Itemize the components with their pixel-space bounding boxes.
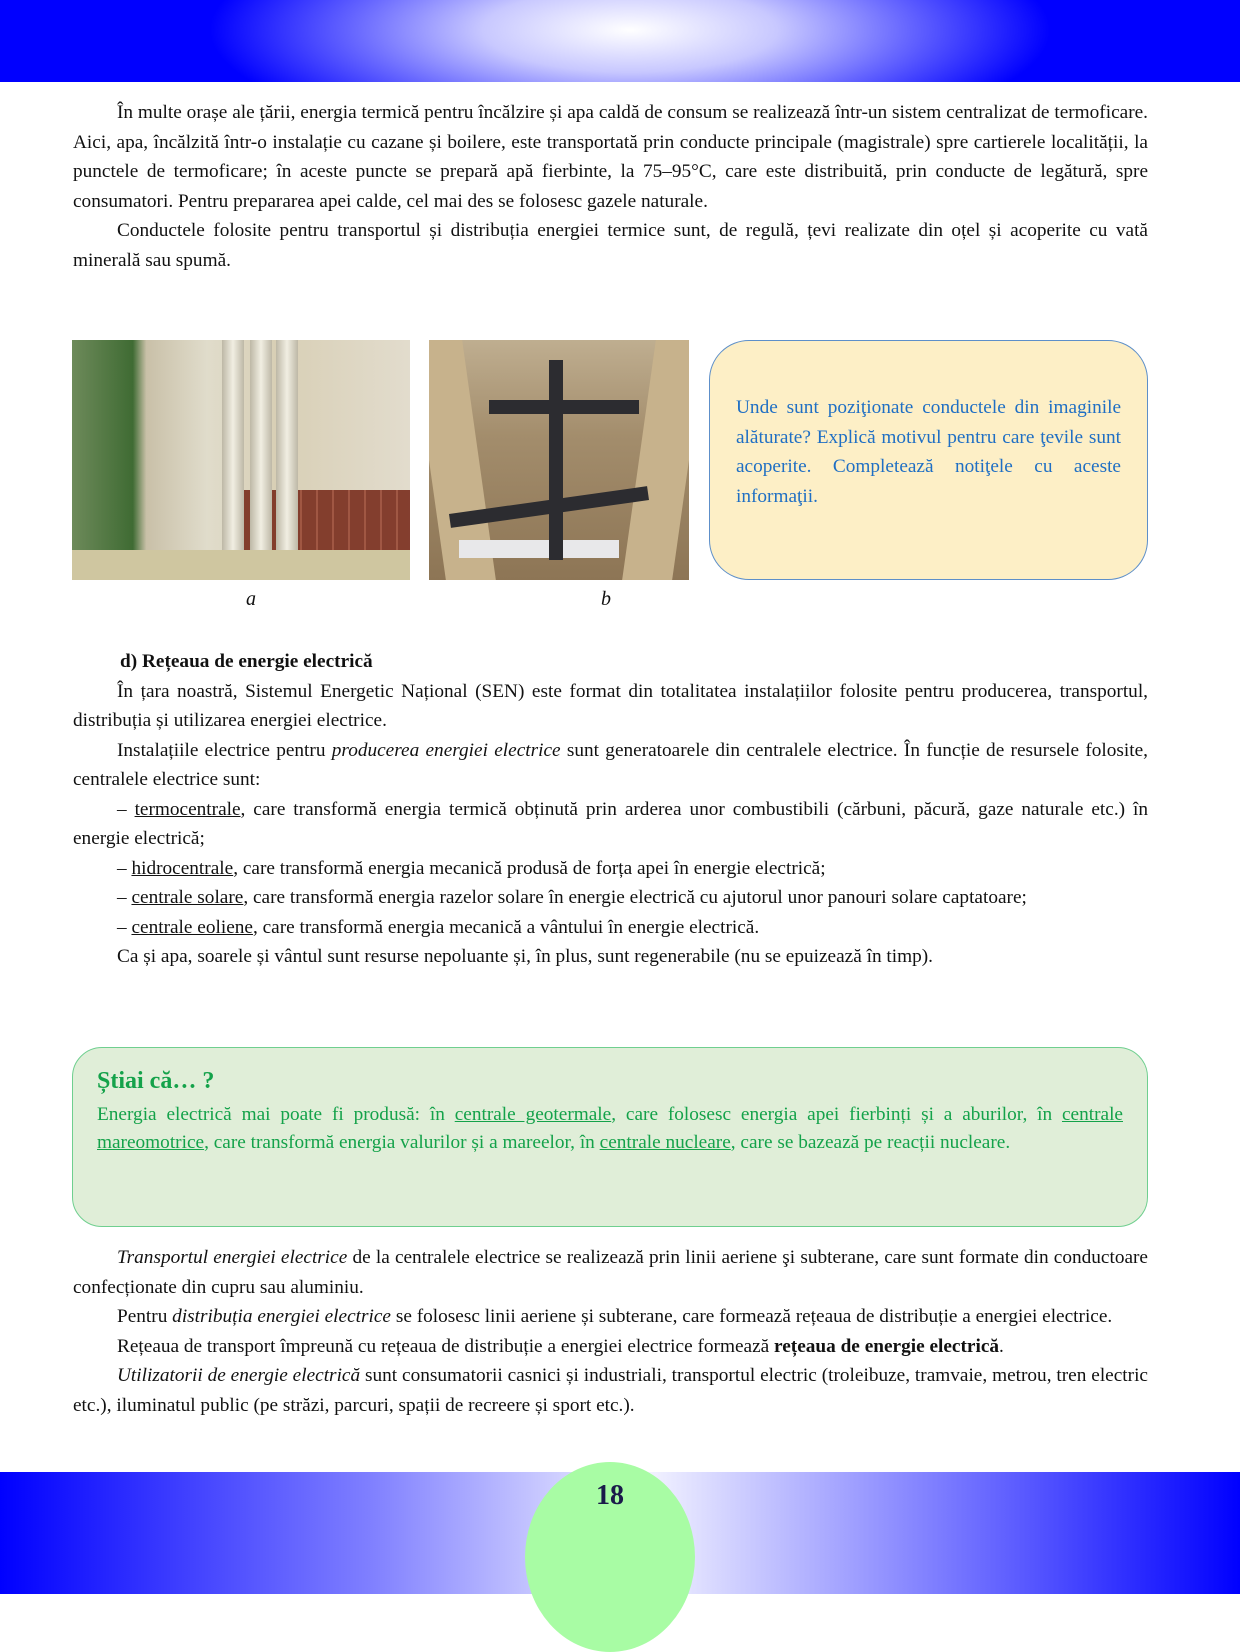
intro-text bbox=[73, 98, 1148, 275]
paragraph: Utilizatorii de energie electrică sunt consumatorii casnici și industriali, transportul electric (troleibuze, tramvaie, metrou, tren electric etc.), iluminatul public (pe străzi, parcuri, spații de recreere și sport etc.). bbox=[73, 1365, 1148, 1416]
section-electric-network bbox=[73, 647, 1148, 972]
page-number-badge bbox=[525, 1462, 695, 1652]
did-you-know-box bbox=[72, 1047, 1148, 1227]
list-item: – hidrocentrale, care transformă energia mecanică produsă de forța apei în energie electrică; bbox=[117, 857, 826, 879]
caption-a: a bbox=[246, 588, 256, 610]
paragraph: În multe orașe ale țării, energia termică pentru încălzire și apa caldă de consum se realizează într-un sistem centralizat de termoficare. Aici, apa, încălzită într-o instalație cu cazane și boilere, este transportată prin conducte principale (magistrale) spre cartierele localității, la punctele de termoficare; în aceste puncte se prepară apă fierbinte, la 75–95°C, care este distribuită, prin conducte de legătură, spre consumatori. Pentru prepararea apei calde, cel mai des se folosesc gazele naturale. bbox=[73, 102, 1148, 212]
paragraph: În țara noastră, Sistemul Energetic Național (SEN) este format din totalitatea instalațiilor folosite pentru producerea, transportul, distribuția și utilizarea energiei electrice. bbox=[73, 680, 1148, 731]
paragraph: Pentru distribuția energiei electrice se folosesc linii aeriene și subterane, care formează rețeaua de distribuție a energiei electrice. bbox=[117, 1306, 1113, 1327]
question-text: Unde sunt poziţionate conductele din imaginile alăturate? Explică motivul pentru care ţevile sunt acoperite. Completează notiţele cu aceste informaţii. bbox=[736, 397, 1121, 507]
list-item: – centrale solare, care transformă energia razelor solare în energie electrică cu ajutorul unor panouri solare captatoare; bbox=[117, 887, 1027, 908]
paragraph: Instalațiile electrice pentru producerea energiei electrice sunt generatoarele din centralele electrice. În funcție de resursele folosite, centralele electrice sunt: bbox=[73, 739, 1148, 790]
photo-b-pipes-in-trench bbox=[429, 340, 689, 580]
bottom-text bbox=[73, 1243, 1148, 1420]
paragraph: Ca și apa, soarele și vântul sunt resurse nepoluante și, în plus, sunt regenerabile (nu se epuizează în timp). bbox=[117, 946, 933, 967]
did-you-know-title: Știai că… ? bbox=[97, 1068, 215, 1094]
paragraph: Conductele folosite pentru transportul și distribuția energiei termice sunt, de regulă, țevi realizate din oțel și acoperite cu vată minerală sau spumă. bbox=[73, 220, 1148, 271]
list-item: – termocentrale, care transformă energia termică obținută prin arderea unor combustibili (cărbuni, păcură, gaze naturale etc.) în energie electrică; bbox=[73, 798, 1148, 849]
paragraph: Transportul energiei electrice de la centralele electrice se realizează prin linii aeriene şi subterane, care sunt formate din conductoare confecționate din cupru sau aluminiu. bbox=[73, 1247, 1148, 1298]
did-you-know-text: Energia electrică mai poate fi produsă: în centrale geotermale, care folosesc energia apei fierbinți și a aburilor, în centrale mareomotrice, care transformă energia valurilor și a mareelor, în centrale nucleare, care se bazează pe reacții nucleare. bbox=[97, 1104, 1123, 1153]
paragraph: Rețeaua de transport împreună cu rețeaua de distribuție a energiei electrice formează rețeaua de energie electrică. bbox=[117, 1335, 1004, 1357]
caption-b: b bbox=[601, 588, 611, 610]
page-number: 18 bbox=[596, 1480, 624, 1511]
list-item: – centrale eoliene, care transformă energia mecanică a vântului în energie electrică. bbox=[117, 916, 760, 938]
question-box bbox=[709, 340, 1148, 580]
header-band bbox=[0, 0, 1240, 82]
section-heading: d) Rețeaua de energie electrică bbox=[120, 651, 373, 672]
photo-a-pipes-on-wall bbox=[72, 340, 410, 580]
